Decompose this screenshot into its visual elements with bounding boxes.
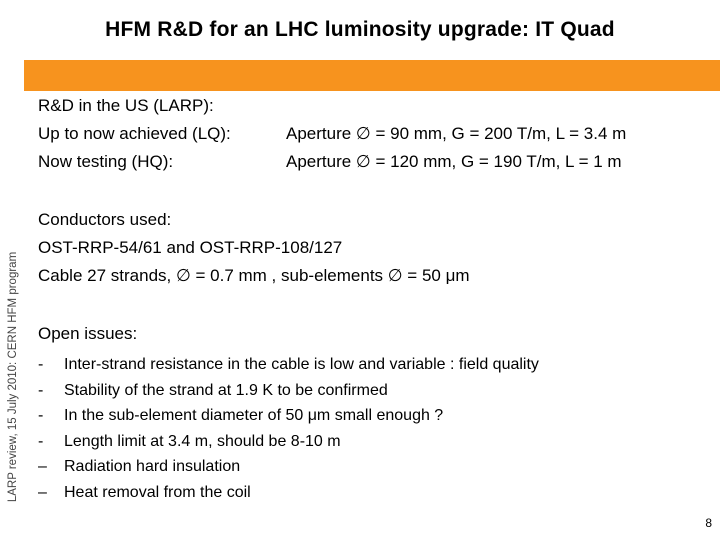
list-marker: - bbox=[38, 356, 44, 373]
section-heading-conductors: Conductors used: bbox=[38, 210, 172, 229]
list-item-text: Inter-strand resistance in the cable is low and variable : field quality bbox=[64, 356, 539, 373]
section-heading-larp: R&D in the US (LARP): bbox=[38, 96, 214, 115]
section-heading-open-issues: Open issues: bbox=[38, 324, 138, 343]
lq-label: Up to now achieved (LQ): bbox=[38, 124, 231, 143]
conductor-line-2: Cable 27 strands, ∅ = 0.7 mm , sub-elements ∅ = 50 μm bbox=[38, 266, 470, 285]
hq-value: Aperture ∅ = 120 mm, G = 190 T/m, L = 1 m bbox=[286, 152, 622, 171]
list-marker: – bbox=[38, 483, 47, 501]
conductor-line-1: OST-RRP-54/61 and OST-RRP-108/127 bbox=[38, 238, 343, 257]
list-marker: - bbox=[38, 407, 44, 425]
list-marker: – bbox=[38, 458, 47, 476]
list-item-text: Heat removal from the coil bbox=[64, 483, 251, 501]
list-item-text: Stability of the strand at 1.9 K to be confirmed bbox=[64, 381, 388, 399]
page-number: 8 bbox=[705, 516, 712, 530]
list-item-text: In the sub-element diameter of 50 μm small enough ? bbox=[64, 407, 444, 425]
slide-title: HFM R&D for an LHC luminosity upgrade: IT Quad bbox=[105, 18, 615, 41]
lq-value: Aperture ∅ = 90 mm, G = 200 T/m, L = 3.4 m bbox=[286, 124, 627, 143]
list-item-text: Length limit at 3.4 m, should be 8-10 m bbox=[64, 432, 341, 450]
list-item-text: Radiation hard insulation bbox=[64, 458, 241, 476]
sidebar-footer-text: LARP review, 15 July 2010: CERN HFM program bbox=[7, 251, 19, 503]
accent-bar bbox=[24, 60, 720, 91]
list-marker: - bbox=[38, 381, 44, 399]
hq-label: Now testing (HQ): bbox=[38, 152, 174, 171]
list-marker: - bbox=[38, 432, 44, 450]
